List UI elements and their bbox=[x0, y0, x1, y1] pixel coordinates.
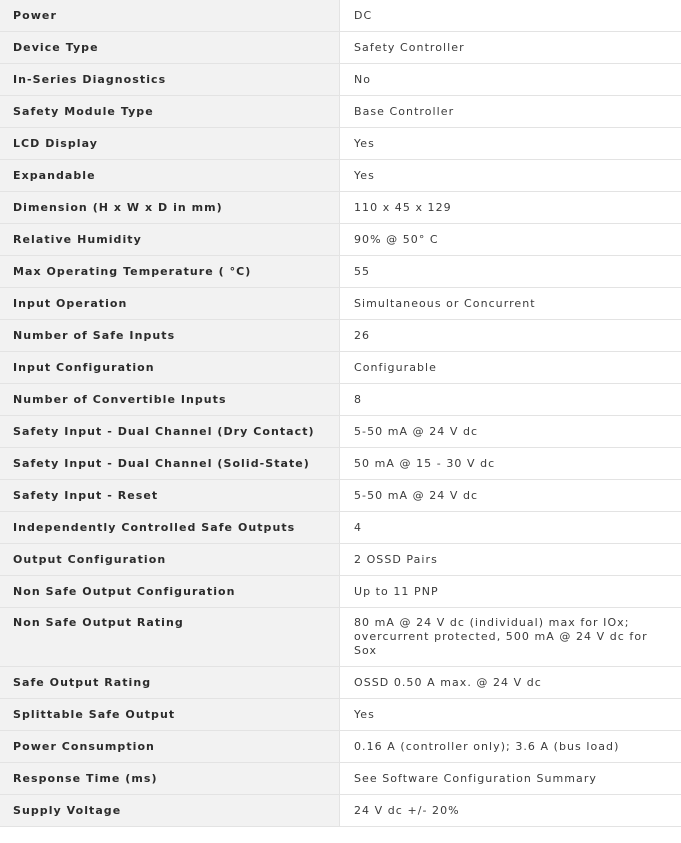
spec-label: Power bbox=[0, 0, 340, 32]
spec-value: Simultaneous or Concurrent bbox=[340, 288, 681, 320]
spec-row bbox=[0, 480, 681, 512]
spec-value: 4 bbox=[340, 512, 681, 544]
spec-row bbox=[0, 224, 681, 256]
spec-value: Up to 11 PNP bbox=[340, 576, 681, 608]
spec-row bbox=[0, 608, 681, 667]
spec-value: Yes bbox=[340, 699, 681, 731]
spec-label: Safe Output Rating bbox=[0, 667, 340, 699]
spec-value: Yes bbox=[340, 160, 681, 192]
spec-value: OSSD 0.50 A max. @ 24 V dc bbox=[340, 667, 681, 699]
spec-value: No bbox=[340, 64, 681, 96]
spec-value: Base Controller bbox=[340, 96, 681, 128]
spec-row bbox=[0, 544, 681, 576]
spec-label: Splittable Safe Output bbox=[0, 699, 340, 731]
spec-row bbox=[0, 512, 681, 544]
spec-value: 8 bbox=[340, 384, 681, 416]
spec-value: 5-50 mA @ 24 V dc bbox=[340, 480, 681, 512]
spec-value: See Software Configuration Summary bbox=[340, 763, 681, 795]
spec-value: 55 bbox=[340, 256, 681, 288]
spec-row bbox=[0, 416, 681, 448]
spec-label: Relative Humidity bbox=[0, 224, 340, 256]
spec-value: DC bbox=[340, 0, 681, 32]
spec-label: LCD Display bbox=[0, 128, 340, 160]
spec-row bbox=[0, 763, 681, 795]
spec-value: 5-50 mA @ 24 V dc bbox=[340, 416, 681, 448]
spec-value: 80 mA @ 24 V dc (individual) max for IOx; overcurrent protected, 500 mA @ 24 V dc for Sox bbox=[340, 608, 681, 667]
spec-label: Power Consumption bbox=[0, 731, 340, 763]
spec-label: Number of Convertible Inputs bbox=[0, 384, 340, 416]
spec-label: Response Time (ms) bbox=[0, 763, 340, 795]
spec-row bbox=[0, 795, 681, 827]
spec-value: 110 x 45 x 129 bbox=[340, 192, 681, 224]
spec-label: Supply Voltage bbox=[0, 795, 340, 827]
spec-row bbox=[0, 192, 681, 224]
spec-value: 0.16 A (controller only); 3.6 A (bus load) bbox=[340, 731, 681, 763]
spec-row bbox=[0, 64, 681, 96]
spec-value: 50 mA @ 15 - 30 V dc bbox=[340, 448, 681, 480]
spec-label: Number of Safe Inputs bbox=[0, 320, 340, 352]
spec-label: Non Safe Output Configuration bbox=[0, 576, 340, 608]
spec-value: Safety Controller bbox=[340, 32, 681, 64]
spec-value: 2 OSSD Pairs bbox=[340, 544, 681, 576]
spec-label: Safety Module Type bbox=[0, 96, 340, 128]
spec-label: Dimension (H x W x D in mm) bbox=[0, 192, 340, 224]
spec-label: Safety Input - Dual Channel (Dry Contact) bbox=[0, 416, 340, 448]
spec-label: Device Type bbox=[0, 32, 340, 64]
spec-row bbox=[0, 320, 681, 352]
spec-value: Yes bbox=[340, 128, 681, 160]
spec-value: 26 bbox=[340, 320, 681, 352]
spec-row bbox=[0, 699, 681, 731]
spec-row bbox=[0, 288, 681, 320]
spec-row bbox=[0, 731, 681, 763]
spec-label: In-Series Diagnostics bbox=[0, 64, 340, 96]
spec-label: Input Operation bbox=[0, 288, 340, 320]
spec-label: Output Configuration bbox=[0, 544, 340, 576]
spec-row bbox=[0, 352, 681, 384]
spec-row bbox=[0, 96, 681, 128]
spec-label: Non Safe Output Rating bbox=[0, 608, 340, 667]
spec-row bbox=[0, 576, 681, 608]
spec-row bbox=[0, 160, 681, 192]
spec-row bbox=[0, 667, 681, 699]
spec-label: Expandable bbox=[0, 160, 340, 192]
spec-label: Input Configuration bbox=[0, 352, 340, 384]
spec-label: Independently Controlled Safe Outputs bbox=[0, 512, 340, 544]
spec-value: Configurable bbox=[340, 352, 681, 384]
spec-row bbox=[0, 256, 681, 288]
spec-label: Safety Input - Dual Channel (Solid-State) bbox=[0, 448, 340, 480]
spec-label: Safety Input - Reset bbox=[0, 480, 340, 512]
spec-row bbox=[0, 0, 681, 32]
spec-row bbox=[0, 32, 681, 64]
spec-row bbox=[0, 128, 681, 160]
spec-row bbox=[0, 448, 681, 480]
spec-value: 24 V dc +/- 20% bbox=[340, 795, 681, 827]
spec-label: Max Operating Temperature ( °C) bbox=[0, 256, 340, 288]
spec-value: 90% @ 50° C bbox=[340, 224, 681, 256]
spec-row bbox=[0, 384, 681, 416]
